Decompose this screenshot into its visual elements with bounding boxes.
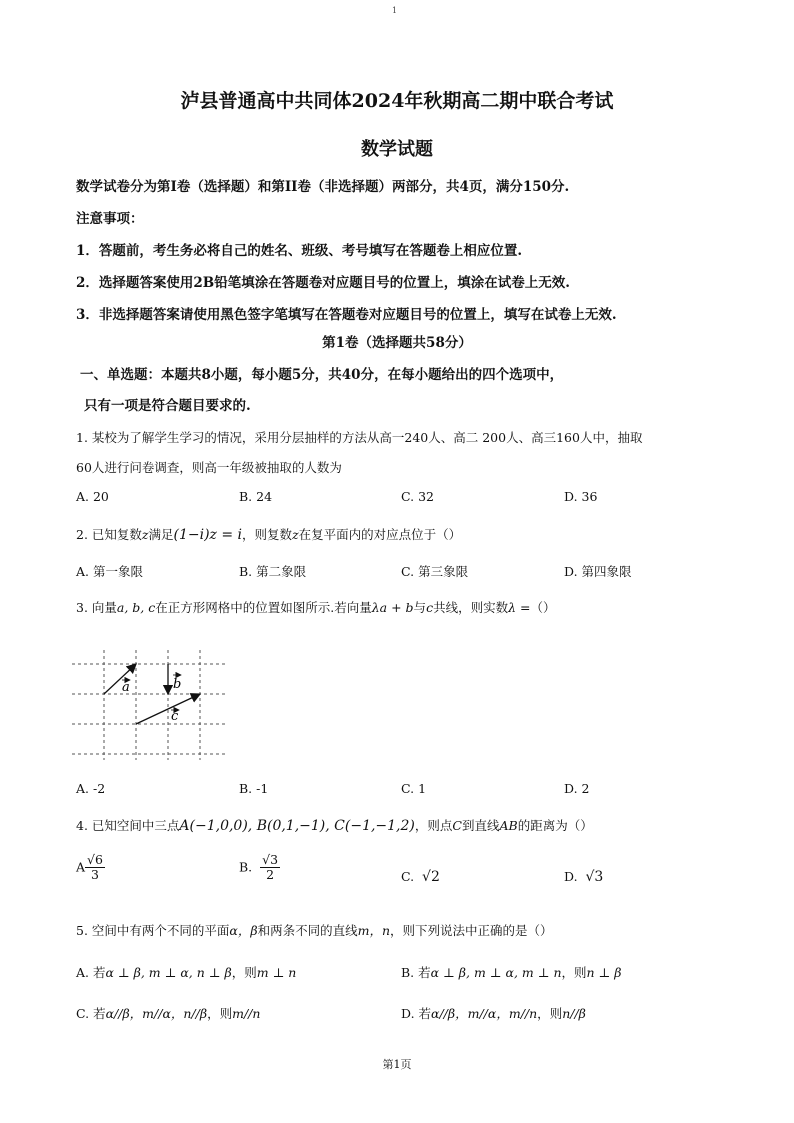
q4-option-c-letter: C. <box>401 869 415 884</box>
q5-stem <box>76 921 553 939</box>
grid-lines <box>72 650 227 760</box>
q4-option-b <box>239 853 280 883</box>
vector-b-label: b <box>173 677 182 692</box>
q4-stem <box>76 816 593 834</box>
q5-option-c-then: ，则 <box>207 1006 233 1021</box>
part-title-line-1: 一、单选题：本题共8小题，每小题5分，共40分，在每小题给出的四个选项中， <box>80 367 564 383</box>
q4-points: A(−1,0,0), B(0,1,−1), C(−1,−1,2) <box>179 818 415 834</box>
q1-option-c: C. 32 <box>401 489 434 504</box>
intro-text: 数学试卷分为第I卷（选择题）和第II卷（非选择题）两部分，共4页，满分150分. <box>76 179 570 195</box>
q3-vectors: a, b, c <box>116 600 156 615</box>
q4-mid2: 到直线 <box>461 818 500 833</box>
q3-prefix: 3. 向量 <box>76 600 117 615</box>
q5-option-a-label: A. 若 <box>76 965 106 980</box>
q3-expr: λa + b <box>371 600 414 615</box>
q4-option-b-letter: B. <box>239 859 253 875</box>
q3-mid: 在正方形网格中的位置如图所示.若向量 <box>155 600 372 615</box>
q2-stem <box>76 525 461 543</box>
q3-option-c: C. 1 <box>401 781 427 796</box>
q4-option-d <box>564 869 603 885</box>
q5-option-d-label: D. 若 <box>401 1006 432 1021</box>
q4-option-a <box>76 853 105 883</box>
q2-option-a: A. 第一象限 <box>76 564 143 579</box>
q2-mid: 满足 <box>148 527 174 542</box>
vector-a-arrow <box>104 664 136 694</box>
q5-option-d-expr: α//β，m//α，m//n <box>431 1006 538 1021</box>
q2-prefix: 2. 已知复数 <box>76 527 142 542</box>
q4-option-a-den: 3 <box>91 867 99 883</box>
q5-option-b-concl: n ⊥ β <box>586 965 622 980</box>
q2-option-c: C. 第三象限 <box>401 564 469 579</box>
q3-option-d: D. 2 <box>564 781 590 796</box>
q2-var-z-2: z <box>292 527 299 542</box>
q4-line-ab: AB <box>499 818 518 833</box>
section-title: 第1卷（选择题共58分） <box>322 335 472 351</box>
page-marker: 1 <box>392 6 398 15</box>
q1-stem-line-2: 60人进行问卷调查，则高一年级被抽取的人数为 <box>76 460 342 475</box>
q5-option-c-label: C. 若 <box>76 1006 106 1021</box>
q2-suffix2: 在复平面内的对应点位于（） <box>298 527 462 542</box>
q4-option-a-num: √6 <box>87 852 103 867</box>
q4-mid: ，则点 <box>414 818 453 833</box>
q3-lambda: λ = <box>508 600 531 615</box>
q3-suffix2: （） <box>530 600 556 615</box>
q5-option-d-then: ，则 <box>537 1006 563 1021</box>
q2-option-d: D. 第四象限 <box>564 564 632 579</box>
q5-suffix: ，则下列说法中正确的是（） <box>390 923 553 938</box>
page-footer: 第1页 <box>382 1058 412 1071</box>
q5-option-d <box>401 1004 586 1022</box>
q3-mid2: 与 <box>413 600 427 615</box>
q3-vector-grid-figure <box>72 650 232 760</box>
q5-prefix: 5. 空间中有两个不同的平面 <box>76 923 230 938</box>
q5-option-a-concl: m ⊥ n <box>256 965 297 980</box>
part-title-line-2: 只有一项是符合题目要求的. <box>84 398 251 414</box>
q4-suffix: 的距离为（） <box>517 818 593 833</box>
q2-expr: (1−i)z = i <box>173 527 243 543</box>
q4-option-d-value: √3 <box>585 869 604 885</box>
q3-option-a: A. -2 <box>76 781 106 796</box>
notes-title: 注意事项： <box>76 211 144 227</box>
q4-option-c-value: √2 <box>422 869 440 885</box>
q3-vec-c: c <box>426 600 434 615</box>
note-2: 2．选择题答案使用2B铅笔填涂在答题卷对应题目号的位置上，填涂在试卷上无效. <box>76 275 570 291</box>
q5-mid: 和两条不同的直线 <box>257 923 358 938</box>
q5-option-c <box>76 1004 260 1022</box>
q1-option-d: D. 36 <box>564 489 598 504</box>
q1-stem-line-1: 1. 某校为了解学生学习的情况，采用分层抽样的方法从高一240人、高二 200人、高三160人中，抽取 <box>76 430 643 445</box>
q4-option-b-num: √3 <box>262 852 279 867</box>
exam-title: 泸县普通高中共同体2024年秋期高二期中联合考试 <box>180 90 614 112</box>
q4-prefix: 4. 已知空间中三点 <box>76 818 180 833</box>
q4-option-a-letter: A <box>76 859 86 875</box>
q3-option-b: B. -1 <box>239 781 269 796</box>
exam-subtitle: 数学试题 <box>361 139 433 160</box>
q5-option-c-expr: α//β，m//α，n//β <box>105 1006 208 1021</box>
note-1: 1．答题前，考生务必将自己的姓名、班级、考号填写在答题卷上相应位置. <box>76 243 523 259</box>
note-3: 3．非选择题答案请使用黑色签字笔填写在答题卷对应题目号的位置上，填写在试卷上无效. <box>76 307 617 323</box>
q5-option-b-label: B. 若 <box>401 965 431 980</box>
q4-option-d-letter: D. <box>564 869 578 884</box>
q4-option-b-den: 2 <box>266 867 275 883</box>
q5-planes: α，β <box>229 923 258 938</box>
q2-var-z: z <box>141 527 149 542</box>
q1-option-b: B. 24 <box>239 489 273 504</box>
q3-suffix: 共线，则实数 <box>433 600 509 615</box>
q5-option-a-expr: α ⊥ β, m ⊥ α, n ⊥ β <box>105 965 232 980</box>
q5-lines: m，n <box>357 923 390 938</box>
vector-c-label: c <box>171 709 179 724</box>
q4-point-c: C <box>452 818 462 833</box>
q4-option-c <box>401 869 440 885</box>
q5-option-b-then: ，则 <box>561 965 587 980</box>
q2-suffix: ，则复数 <box>242 527 293 542</box>
vector-a-label: a <box>122 680 130 695</box>
q5-option-b-expr: α ⊥ β, m ⊥ α, m ⊥ n <box>430 965 562 980</box>
q5-option-a-then: ，则 <box>231 965 257 980</box>
q5-option-d-concl: n//β <box>562 1006 586 1021</box>
q5-option-b <box>401 963 622 981</box>
q1-option-a: A. 20 <box>76 489 109 504</box>
q5-option-c-concl: m//n <box>232 1006 261 1021</box>
q5-option-a <box>76 963 296 981</box>
q3-stem <box>76 598 555 616</box>
q2-option-b: B. 第二象限 <box>239 564 307 579</box>
